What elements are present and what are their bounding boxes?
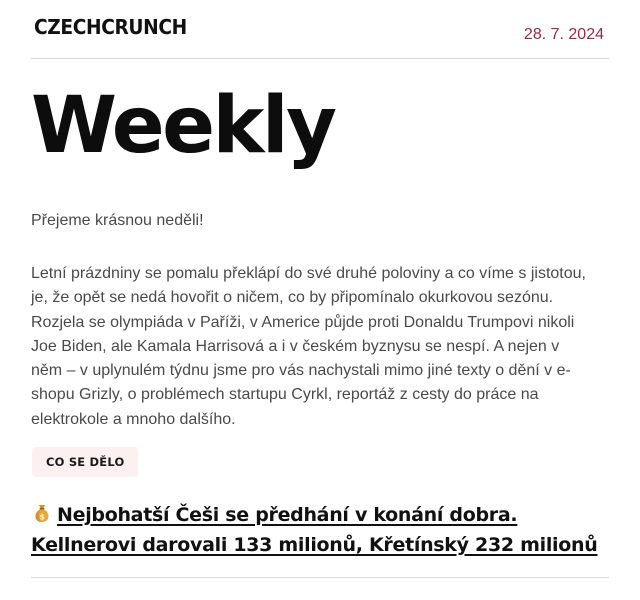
article-link[interactable]: Nejbohatší Češi se předhání v konání dobra. Kellnerovi darovali 133 milionů, Křetínský 232 milionů bbox=[31, 504, 598, 556]
money-bag-icon bbox=[31, 502, 53, 524]
issue-date: 28. 7. 2024 bbox=[523, 26, 604, 43]
newsletter-header bbox=[31, 0, 609, 59]
divider bbox=[31, 577, 609, 578]
svg-text:$: $ bbox=[39, 512, 45, 522]
article-headline bbox=[31, 500, 609, 560]
newsletter bbox=[31, 0, 609, 556]
brand-logo[interactable]: CZECHCRUNCH bbox=[34, 15, 187, 39]
section-badge: CO SE DĚLO bbox=[32, 447, 138, 477]
intro-paragraph: Letní prázdniny se pomalu překlápí do své druhé poloviny a co víme s jistotou, je, že opět se nedá hovořit o ničem, co by připomínalo okurkovou sezónu. Rozjela se olympiáda v Paříži, v Americe půjde proti Donaldu Trumpovi nikoli Joe Biden, ale Kamala Harrisová a i v českém byznysu se nespí. A nejen v něm – v uplynulém týdnu jsme pro vás nachystali mimo jiné texty o dění v e-shopu Grizly, o problémech startupu Cyrkl, reportáž z cesty do práce na elektrokole a mnoho dalšího. bbox=[31, 265, 586, 428]
greeting-text: Přejeme krásnou neděli! bbox=[31, 212, 204, 229]
newsletter-title: Weekly bbox=[31, 81, 335, 171]
